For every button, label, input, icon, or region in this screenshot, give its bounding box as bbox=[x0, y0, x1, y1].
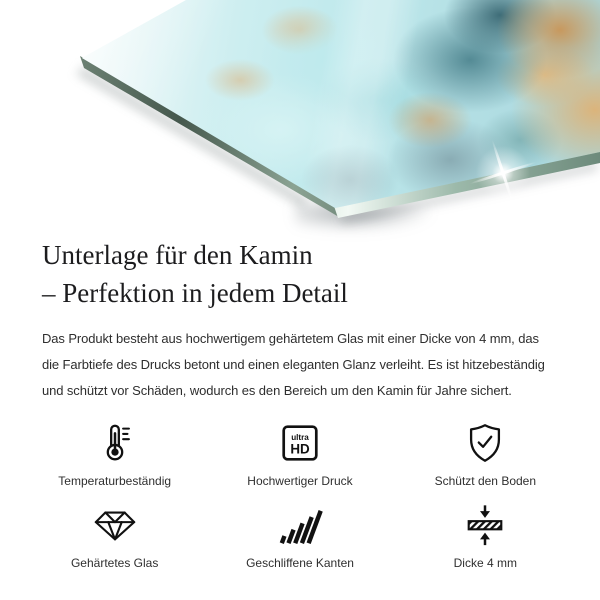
feature-polished-edges bbox=[207, 502, 392, 570]
feature-label: Hochwertiger Druck bbox=[247, 474, 353, 488]
product-description-section bbox=[0, 236, 600, 404]
thermometer-icon bbox=[92, 420, 138, 466]
feature-temperature bbox=[22, 420, 207, 488]
feature-label: Geschliffene Kanten bbox=[246, 556, 354, 570]
product-photo bbox=[0, 0, 600, 230]
page-title-line1: Unterlage für den Kamin bbox=[42, 240, 313, 270]
thickness-icon bbox=[462, 502, 508, 548]
feature-print-quality bbox=[207, 420, 392, 488]
feature-tempered-glass bbox=[22, 502, 207, 570]
feature-grid bbox=[22, 420, 578, 570]
feature-thickness bbox=[393, 502, 578, 570]
svg-text:ultra: ultra bbox=[291, 433, 309, 443]
feature-label: Gehärtetes Glas bbox=[70, 556, 159, 570]
shield-check-icon bbox=[462, 420, 508, 466]
ultra-hd-icon bbox=[277, 420, 323, 466]
svg-text:HD: HD bbox=[290, 441, 310, 457]
diamond-icon bbox=[92, 502, 138, 548]
polished-edges-icon bbox=[277, 502, 323, 548]
page-title-line2: – Perfektion in jedem Detail bbox=[42, 278, 348, 308]
product-description-text: Das Produkt besteht aus hochwertigem gehärtetem Glas mit einer Dicke von 4 mm, das die Farbtiefe des Drucks betont und einen eleganten Glanz verleiht. Es ist hitzebeständig und schützt vor Schäden, wodurch es den Bereich um den Kamin für Jahre sichert. bbox=[42, 331, 545, 398]
feature-label: Dicke 4 mm bbox=[453, 556, 517, 570]
feature-label: Schützt den Boden bbox=[434, 474, 537, 488]
feature-label: Temperaturbeständig bbox=[58, 474, 172, 488]
feature-floor-protection bbox=[393, 420, 578, 488]
page-title bbox=[42, 236, 558, 312]
